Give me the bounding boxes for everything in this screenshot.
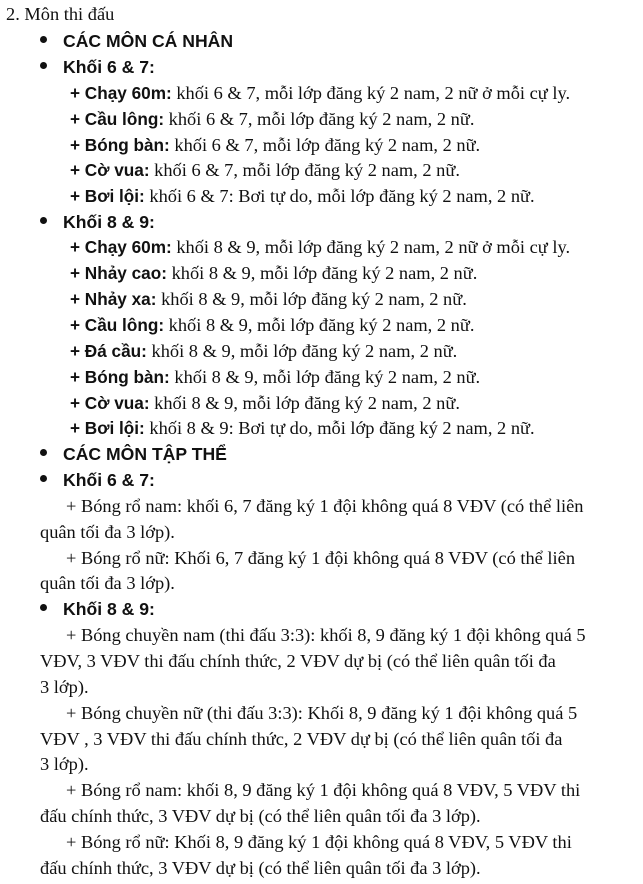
list-item [70,234,570,260]
list-item [70,260,477,286]
sport-detail: khối 6 & 7, mỗi lớp đăng ký 2 nam, 2 nữ. [164,109,475,129]
sport-detail: khối 8 & 9, mỗi lớp đăng ký 2 nam, 2 nữ. [169,367,481,387]
sport-name: + Cầu lông: [70,109,165,129]
list-item [70,286,467,312]
individual-group-67 [40,54,155,80]
team-group-67-label: Khối 6 & 7: [63,470,155,490]
sport-name: + Bơi lội: [70,418,145,438]
individual-group-89 [40,209,155,235]
team-heading-text: CÁC MÔN TẬP THỂ [63,444,227,464]
list-item [70,415,535,441]
sport-name: + Chạy 60m: [70,83,172,103]
sport-detail: khối 8 & 9, mỗi lớp đăng ký 2 nam, 2 nữ ở mỗi cự ly. [171,237,571,257]
team-group-89-label: Khối 8 & 9: [63,599,155,619]
sport-name: + Nhảy xa: [70,289,157,309]
sport-name: + Cờ vua: [70,393,150,413]
list-item [70,338,457,364]
sport-detail: khối 8 & 9, mỗi lớp đăng ký 2 nam, 2 nữ. [164,315,475,335]
sport-name: + Chạy 60m: [70,237,172,257]
sport-detail: khối 8 & 9, mỗi lớp đăng ký 2 nam, 2 nữ. [146,341,458,361]
paragraph-line: VĐV, 3 VĐV thi đấu chính thức, 2 VĐV dự bị (có thể liên quân tối đa [40,651,556,671]
section-title: 2. Môn thi đấu [6,4,115,24]
sport-name: + Bóng bàn: [70,135,170,155]
bullet-icon [40,604,47,611]
paragraph-line: + Bóng rổ nam: khối 8, 9 đăng ký 1 đội không quá 8 VĐV, 5 VĐV thi [66,780,581,800]
bullet-icon [40,62,47,69]
team-heading [40,441,227,467]
sport-name: + Đá cầu: [70,341,147,361]
list-item [70,80,570,106]
team-group-89 [40,596,155,622]
bullet-icon [40,217,47,224]
paragraph-line: VĐV , 3 VĐV thi đấu chính thức, 2 VĐV dự bị (có thể liên quân tối đa [40,729,563,749]
paragraph-line: 3 lớp). [40,754,89,774]
sport-name: + Nhảy cao: [70,263,167,283]
sport-detail: khối 6 & 7: Bơi tự do, mỗi lớp đăng ký 2 nam, 2 nữ. [144,186,535,206]
sport-detail: khối 6 & 7, mỗi lớp đăng ký 2 nam, 2 nữ. [169,135,481,155]
bullet-icon [40,449,47,456]
sport-detail: khối 8 & 9: Bơi tự do, mỗi lớp đăng ký 2 nam, 2 nữ. [144,418,535,438]
sport-detail: khối 6 & 7, mỗi lớp đăng ký 2 nam, 2 nữ ở mỗi cự ly. [171,83,571,103]
paragraph-line: + Bóng chuyền nữ (thi đấu 3:3): Khối 8, 9 đăng ký 1 đội không quá 5 [66,703,578,723]
individual-heading [40,28,233,54]
sport-detail: khối 8 & 9, mỗi lớp đăng ký 2 nam, 2 nữ. [149,393,460,413]
sport-name: + Cầu lông: [70,315,165,335]
paragraph-line: quân tối đa 3 lớp). [40,522,175,542]
paragraph-line: + Bóng rổ nữ: Khối 8, 9 đăng ký 1 đội không quá 8 VĐV, 5 VĐV thi [66,832,572,852]
list-item [70,132,480,158]
list-item [70,364,480,390]
list-item [70,312,474,338]
paragraph-line: đấu chính thức, 3 VĐV dự bị (có thể liên quân tối đa 3 lớp). [40,806,481,826]
sport-name: + Cờ vua: [70,160,150,180]
paragraph-line: + Bóng rổ nam: khối 6, 7 đăng ký 1 đội không quá 8 VĐV (có thể liên [66,496,584,516]
list-item [70,390,460,416]
sport-name: + Bóng bàn: [70,367,170,387]
list-item [70,106,474,132]
bullet-icon [40,475,47,482]
individual-group-89-label: Khối 8 & 9: [63,212,155,232]
paragraph-line: + Bóng rổ nữ: Khối 6, 7 đăng ký 1 đội không quá 8 VĐV (có thể liên [66,548,576,568]
individual-group-67-label: Khối 6 & 7: [63,57,155,77]
sport-detail: khối 8 & 9, mỗi lớp đăng ký 2 nam, 2 nữ. [156,289,467,309]
sport-name: + Bơi lội: [70,186,145,206]
list-item [70,157,460,183]
team-group-67 [40,467,155,493]
individual-heading-text: CÁC MÔN CÁ NHÂN [63,31,234,51]
paragraph-line: đấu chính thức, 3 VĐV dự bị (có thể liên quân tối đa 3 lớp). [40,858,481,878]
bullet-icon [40,36,47,43]
sport-detail: khối 8 & 9, mỗi lớp đăng ký 2 nam, 2 nữ. [166,263,478,283]
paragraph-line: + Bóng chuyền nam (thi đấu 3:3): khối 8, 9 đăng ký 1 đội không quá 5 [66,625,586,645]
list-item [70,183,535,209]
paragraph-line: quân tối đa 3 lớp). [40,573,175,593]
sport-detail: khối 6 & 7, mỗi lớp đăng ký 2 nam, 2 nữ. [149,160,460,180]
paragraph-line: 3 lớp). [40,677,89,697]
